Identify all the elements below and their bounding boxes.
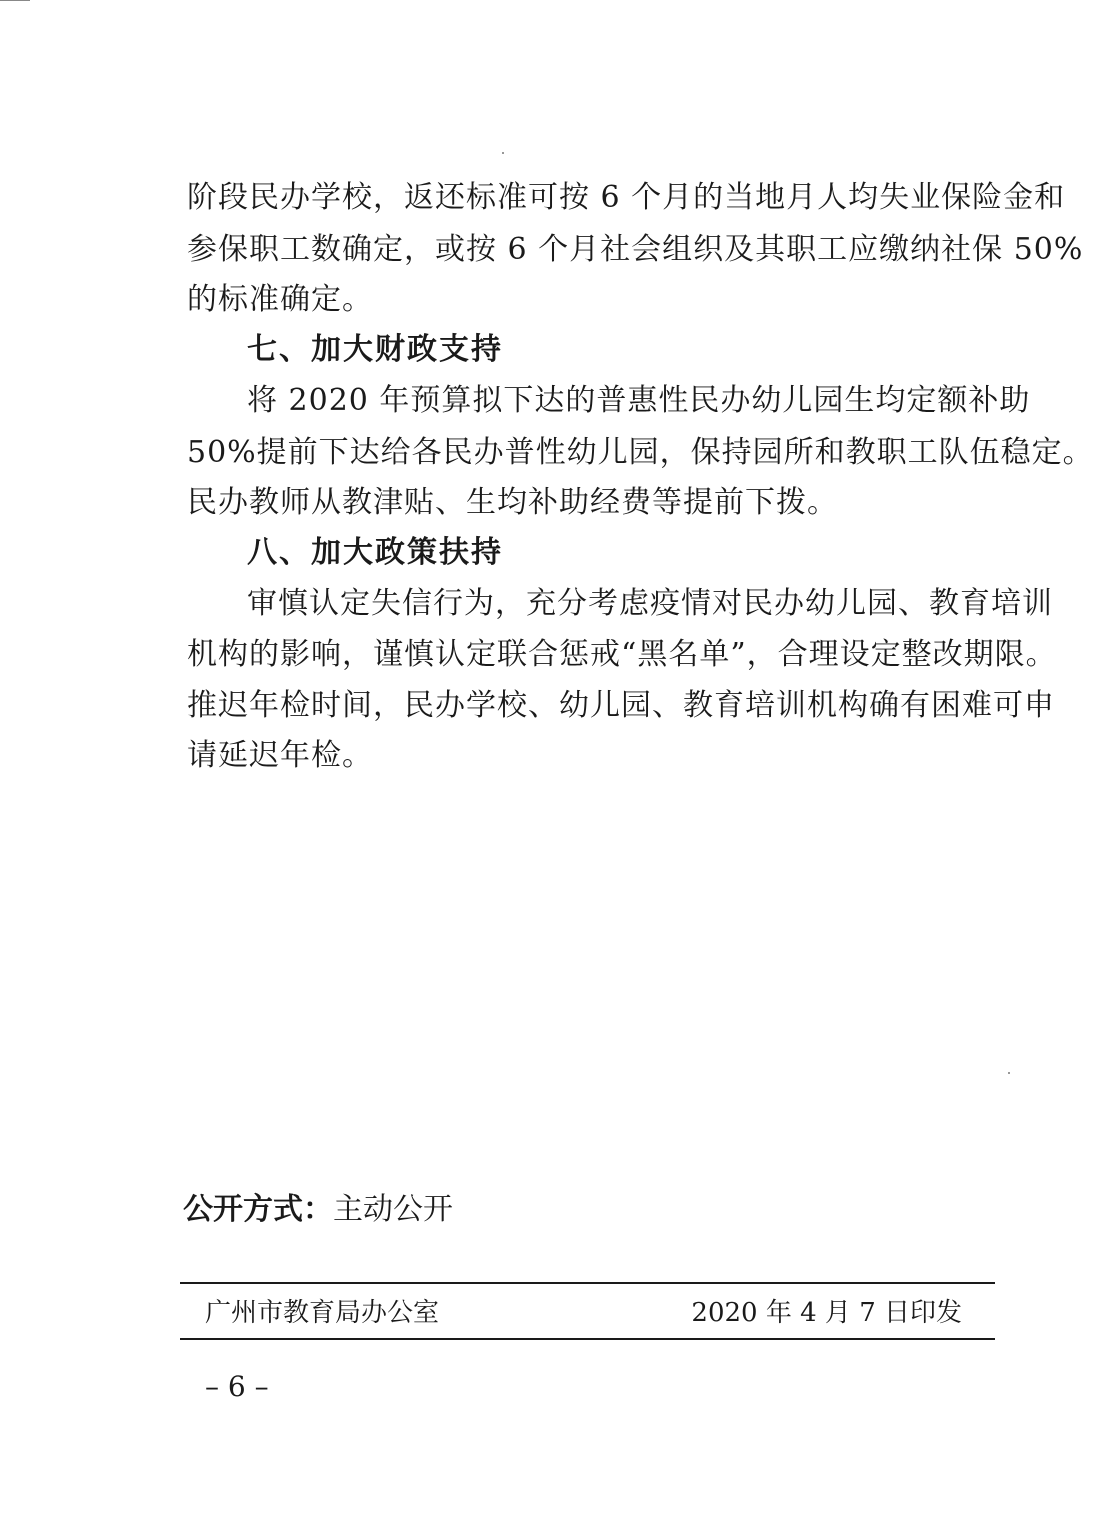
body-line: 阶段民办学校，返还标准可按 6 个月的当地月人均失业保险金和 bbox=[187, 180, 1066, 215]
body-line: 推迟年检时间，民办学校、幼儿园、教育培训机构确有困难可申 bbox=[187, 688, 1055, 723]
disclosure-line bbox=[183, 1192, 453, 1228]
body-line: 参保职工数确定，或按 6 个月社会组织及其职工应缴纳社保 50% bbox=[187, 232, 1084, 267]
section-heading-eight: 八、加大政策扶持 bbox=[247, 535, 503, 570]
body-line: 50%提前下达给各民办普性幼儿园，保持园所和教职工队伍稳定。 bbox=[187, 435, 1094, 470]
body-line: 将 2020 年预算拟下达的普惠性民办幼儿园生均定额补助 bbox=[247, 383, 1031, 418]
page-number: – 6 – bbox=[205, 1370, 269, 1403]
section-heading-seven: 七、加大财政支持 bbox=[247, 332, 503, 367]
scan-corner-mark bbox=[0, 0, 30, 1]
issue-date: 2020 年 4 月 7 日印发 bbox=[691, 1298, 962, 1328]
scan-speck bbox=[1008, 1072, 1010, 1074]
body-line: 审慎认定失信行为，充分考虑疫情对民办幼儿园、教育培训 bbox=[247, 586, 1053, 621]
body-line: 机构的影响，谨慎认定联合惩戒“黑名单”，合理设定整改期限。 bbox=[187, 637, 1057, 672]
issuer-name: 广州市教育局办公室 bbox=[205, 1298, 440, 1328]
scan-speck bbox=[502, 152, 504, 154]
footer-rule-top bbox=[180, 1282, 995, 1284]
disclosure-value: 主动公开 bbox=[333, 1192, 453, 1227]
body-line: 请延迟年检。 bbox=[187, 738, 373, 773]
body-line: 的标准确定。 bbox=[187, 282, 373, 317]
footer-rule-bottom bbox=[180, 1338, 995, 1340]
body-line: 民办教师从教津贴、生均补助经费等提前下拨。 bbox=[187, 485, 838, 520]
disclosure-label: 公开方式： bbox=[183, 1192, 333, 1227]
